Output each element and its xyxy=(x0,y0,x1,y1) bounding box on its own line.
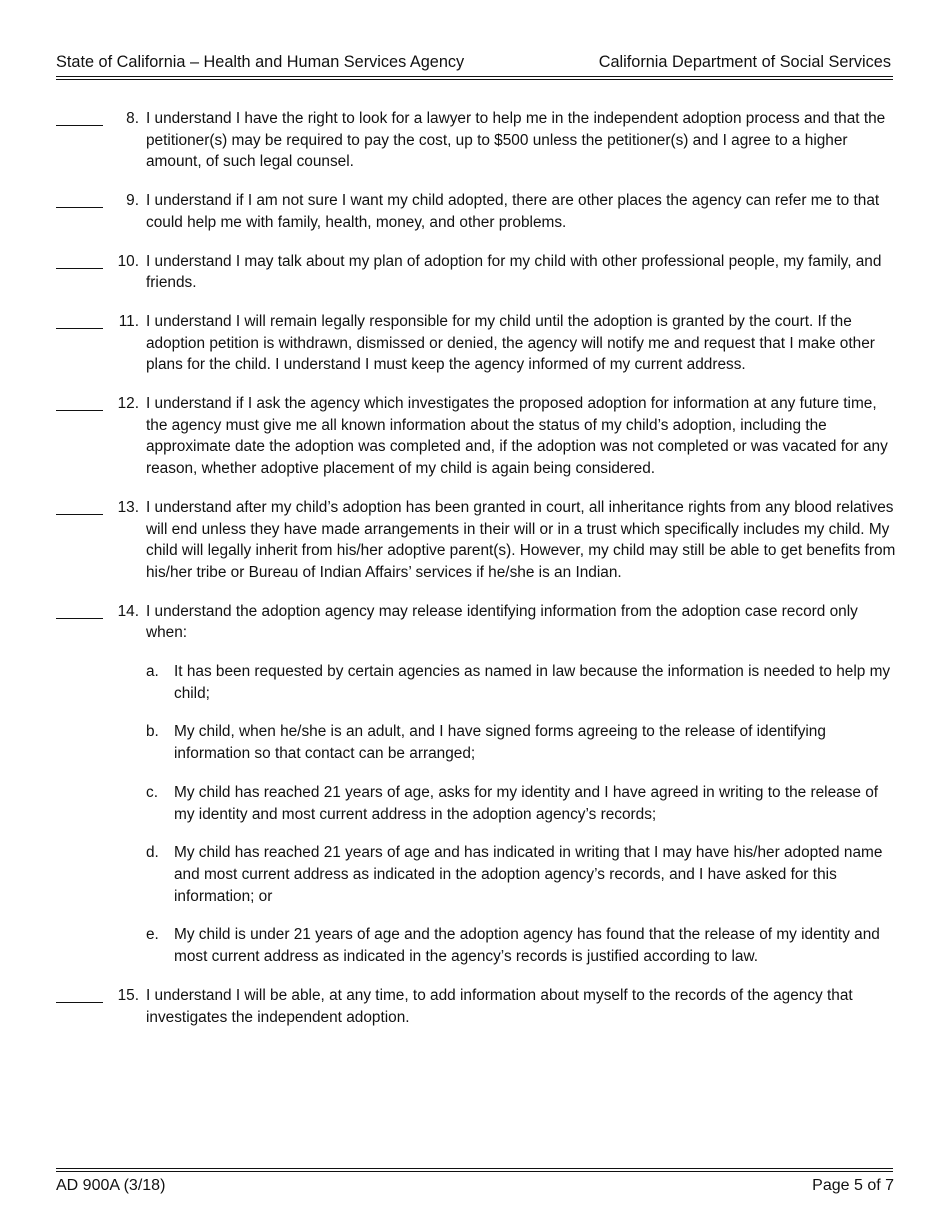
item-number: 15. xyxy=(117,986,139,1004)
item-number: 9. xyxy=(126,192,139,210)
page-header xyxy=(56,52,891,72)
list-item-9 xyxy=(56,190,896,233)
item-text: I understand if I ask the agency which investigates the proposed adoption for information at any future time, the agency must give me all known information about the status of my child’s adoption, including the approximate date the adoption was completed and, if the adoption was not completed or was vacated for any reason, whether adoptive placement of my child is again being considered. xyxy=(146,395,888,478)
item-text: I understand I have the right to look for a lawyer to help me in the independent adoption process and that the petitioner(s) may be required to pay the cost, up to $500 unless the petitioner(s) and I agree to a higher amount, of such legal counsel. xyxy=(146,110,886,171)
sub-item-letter: b. xyxy=(146,723,159,741)
initials-blank[interactable] xyxy=(56,311,103,329)
list-item-13 xyxy=(56,497,896,584)
initials-blank[interactable] xyxy=(56,985,103,1003)
item-text: I understand I will be able, at any time, to add information about myself to the records of the agency that investigates the independent adoption. xyxy=(146,986,853,1026)
sub-item-c xyxy=(146,782,896,825)
initials-blank[interactable] xyxy=(56,251,103,269)
list-item-14 xyxy=(56,601,896,968)
item-text: I understand I may talk about my plan of adoption for my child with other professional people, my family, and friends. xyxy=(146,252,882,292)
sub-item-text: My child has reached 21 years of age, asks for my identity and I have agreed in writing to the release of my identity and most current address in the adoption agency’s records; xyxy=(174,783,879,823)
list-item-10 xyxy=(56,251,896,294)
sub-item-text: My child is under 21 years of age and the adoption agency has found that the release of my identity and most current address as indicated in the agency’s records is justified according to law. xyxy=(174,926,880,966)
initials-blank[interactable] xyxy=(56,393,103,411)
initials-blank[interactable] xyxy=(56,108,103,126)
sub-item-letter: d. xyxy=(146,844,159,862)
list-item-12 xyxy=(56,393,896,480)
page-footer xyxy=(56,1176,894,1196)
initials-blank[interactable] xyxy=(56,601,103,619)
item-text: I understand after my child’s adoption has been granted in court, all inheritance rights from any blood relatives will end unless they have made arrangements in their will or in a trust which specifically includes my child. My child will legally inherit from his/her adoptive parent(s). However, my child may still be able to get benefits from his/her tribe or Bureau of Indian Affairs’ services if he/she is an Indian. xyxy=(146,498,896,581)
sub-item-letter: a. xyxy=(146,663,159,681)
item-number: 13. xyxy=(117,498,139,516)
sub-item-text: It has been requested by certain agencies as named in law because the information is needed to help my child; xyxy=(174,663,891,702)
page-number: Page 5 of 7 xyxy=(812,1177,894,1194)
item-number: 14. xyxy=(117,602,139,620)
sub-list xyxy=(146,661,896,968)
item-number: 10. xyxy=(117,252,139,270)
list-item-11 xyxy=(56,311,896,376)
initials-blank[interactable] xyxy=(56,497,103,515)
item-text: I understand I will remain legally responsible for my child until the adoption is granted by the court. If the adoption petition is withdrawn, dismissed or denied, the agency will notify me and request that I make other plans for the child. I understand I must keep the agency informed of my current address. xyxy=(146,312,875,374)
header-department: California Department of Social Services xyxy=(598,53,891,71)
sub-item-letter: c. xyxy=(146,783,158,801)
item-text: I understand if I am not sure I want my child adopted, there are other places the agency can refer me to that could help me with family, health, money, and other problems. xyxy=(146,192,880,231)
item-number: 8. xyxy=(126,110,139,127)
sub-item-e xyxy=(146,924,896,967)
footer-rule xyxy=(56,1168,893,1172)
initials-blank[interactable] xyxy=(56,190,103,208)
sub-item-text: My child has reached 21 years of age and has indicated in writing that I may have his/her adopted name and most current address as indicated in the adoption agency’s records, and I have asked for this information; or xyxy=(174,844,883,905)
list-item-15 xyxy=(56,985,896,1028)
sub-item-a xyxy=(146,661,896,704)
sub-item-d xyxy=(146,842,896,907)
sub-item-text: My child, when he/she is an adult, and I have signed forms agreeing to the release of identifying information so that contact can be arranged; xyxy=(174,723,826,763)
item-number: 12. xyxy=(117,395,139,413)
header-rule xyxy=(56,76,893,80)
item-number: 11. xyxy=(118,312,139,330)
form-id: AD 900A (3/18) xyxy=(56,1177,166,1194)
list-item-8 xyxy=(56,108,896,173)
sub-item-letter: e. xyxy=(146,926,159,944)
item-text: I understand the adoption agency may release identifying information from the adoption case record only when: xyxy=(146,602,858,642)
sub-item-b xyxy=(146,721,896,764)
header-agency: State of California – Health and Human Services Agency xyxy=(56,53,465,71)
acknowledgement-list xyxy=(56,108,896,1045)
